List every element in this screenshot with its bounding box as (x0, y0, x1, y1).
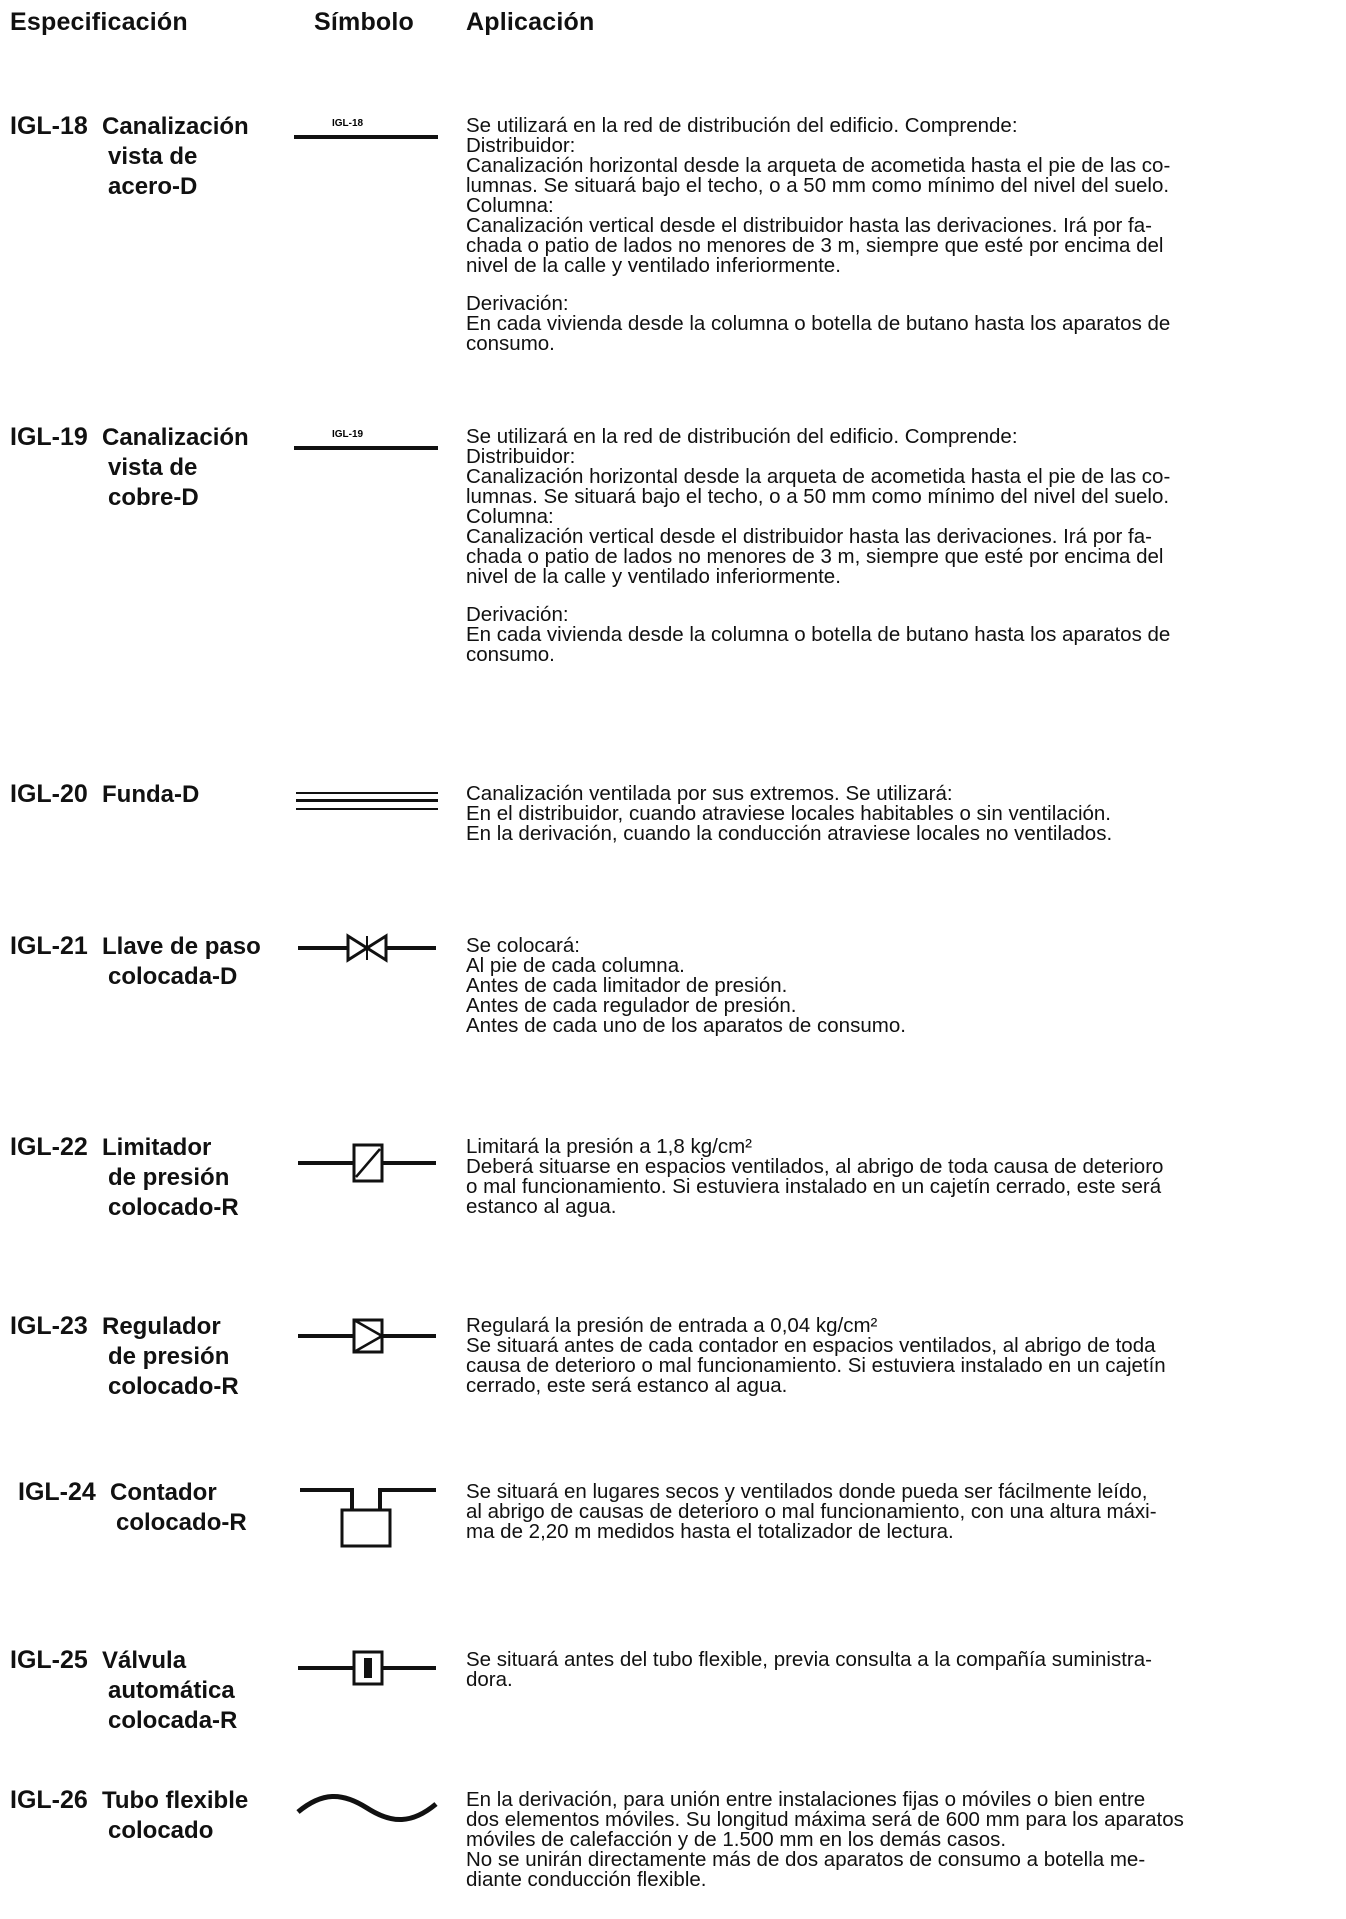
entry-application (466, 116, 1336, 354)
pressure-regulator-icon (292, 1314, 442, 1362)
entry-application (466, 1137, 1336, 1217)
name-line: acero-D (108, 173, 198, 200)
entry-code: IGL-25 (10, 1646, 88, 1674)
entry-application (466, 784, 1336, 844)
entry-application (466, 936, 1336, 1036)
header-simbolo: Símbolo (314, 8, 415, 36)
application-paragraph: Derivación: En cada vivienda desde la columna o botella de butano hasta los aparatos de consumo. (466, 603, 1171, 666)
entry-application (466, 1316, 1336, 1396)
name-line: colocado-R (108, 1373, 239, 1400)
name-line: cobre-D (108, 484, 199, 511)
name-line: Canalización (102, 113, 249, 140)
pipe-line-icon (292, 423, 442, 463)
entry-code: IGL-26 (10, 1786, 88, 1814)
sleeve-lines-icon (292, 786, 442, 826)
entry-application (466, 1482, 1336, 1542)
name-line: Tubo flexible (102, 1787, 249, 1814)
entry-name (102, 932, 261, 992)
entry-code: IGL-24 (18, 1478, 96, 1506)
application-paragraph: Se situará antes del tubo flexible, previa consulta a la compañía suministra- dora. (466, 1648, 1152, 1691)
automatic-valve-icon (292, 1646, 442, 1694)
name-line: vista de (108, 143, 198, 170)
entry-name (102, 1312, 239, 1402)
entry-name (102, 423, 249, 513)
entry-code: IGL-23 (10, 1312, 88, 1340)
name-line: Canalización (102, 424, 249, 451)
pipe-line-icon (292, 112, 442, 152)
entry-name (102, 780, 199, 810)
entry-name (102, 1133, 239, 1223)
entry-code: IGL-18 (10, 112, 88, 140)
symbol-label: IGL-19 (332, 429, 364, 440)
entry-code: IGL-22 (10, 1133, 88, 1161)
name-line: Llave de paso (102, 933, 261, 960)
application-paragraph: Canalización ventilada por sus extremos. Se utilizará: En el distribuidor, cuando atraviese locales habitables o sin ventilación. En la derivación, cuando la conducción atraviese locales no ventilados. (466, 782, 1113, 845)
application-paragraph: Se utilizará en la red de distribución del edificio. Comprende: Distribuidor: Canalización horizontal desde la arqueta de acometida hasta el pie de las co- lumnas. Se situará bajo el techo, o a 50 mm como mínimo del nivel del suelo. Columna: Canalización vertical desde el distribuidor hasta las derivaciones. Irá por fa- chada o patio de lados no menores de 3 m, siempre que esté por encima del nivel de la calle y ventilado inferiormente. (466, 114, 1171, 277)
application-paragraph: Se colocará: Al pie de cada columna. Antes de cada limitador de presión. Antes de cada regulador de presión. Antes de cada uno de los aparatos de consumo. (466, 934, 906, 1037)
name-line: Funda-D (102, 781, 200, 808)
name-line: colocado (108, 1817, 214, 1844)
entry-code: IGL-20 (10, 780, 88, 808)
entry-code: IGL-19 (10, 423, 88, 451)
application-paragraph: Derivación: En cada vivienda desde la columna o botella de butano hasta los aparatos de consumo. (466, 292, 1171, 355)
name-line: colocada-D (108, 963, 238, 990)
application-paragraph: Se situará en lugares secos y ventilados donde pueda ser fácilmente leído, al abrigo de causas de deterioro o mal funcionamiento, con una altura máxi- ma de 2,20 m medidos hasta el totalizador de lectura. (466, 1480, 1157, 1543)
flexible-hose-icon (292, 1788, 442, 1828)
gas-meter-icon (292, 1482, 442, 1552)
symbol-label: IGL-18 (332, 118, 364, 129)
application-paragraph: Regulará la presión de entrada a 0,04 kg/cm² Se situará antes de cada contador en espacios ventilados, al abrigo de toda causa de deterioro o mal funcionamiento. Si estuviera instalado en un cajetín cerrado, este será estanco al agua. (466, 1314, 1166, 1397)
header-especificacion: Especificación (10, 8, 188, 36)
entry-name (102, 112, 249, 202)
name-line: automática (108, 1677, 235, 1704)
name-line: colocada-R (108, 1707, 238, 1734)
entry-name (102, 1786, 248, 1846)
stop-valve-icon (292, 930, 442, 970)
name-line: de presión (108, 1343, 230, 1370)
entry-application (466, 427, 1336, 665)
application-paragraph: En la derivación, para unión entre instalaciones fijas o móviles o bien entre dos elementos móviles. Su longitud máxima será de 600 mm para los aparatos móviles de calefacción y de 1.500 mm en los demás casos. No se unirán directamente más de dos aparatos de consumo a botella me- diante conducción flexible. (466, 1788, 1184, 1891)
header-aplicacion: Aplicación (466, 8, 595, 36)
entry-application (466, 1650, 1336, 1690)
entry-application (466, 1790, 1336, 1890)
name-line: Contador (110, 1479, 217, 1506)
name-line: colocado-R (116, 1509, 247, 1536)
name-line: Limitador (102, 1134, 212, 1161)
application-paragraph: Limitará la presión a 1,8 kg/cm² Deberá situarse en espacios ventilados, al abrigo de toda causa de deterioro o mal funcionamiento. Si estuviera instalado en un cajetín cerrado, este será estanco al agua. (466, 1135, 1164, 1218)
entry-name (110, 1478, 247, 1538)
entry-code: IGL-21 (10, 932, 88, 960)
entry-name (102, 1646, 237, 1736)
name-line: Regulador (102, 1313, 221, 1340)
application-paragraph: Se utilizará en la red de distribución del edificio. Comprende: Distribuidor: Canalización horizontal desde la arqueta de acometida hasta el pie de las co- lumnas. Se situará bajo el techo, o a 50 mm como mínimo del nivel del suelo. Columna: Canalización vertical desde el distribuidor hasta las derivaciones. Irá por fa- chada o patio de lados no menores de 3 m, siempre que esté por encima del nivel de la calle y ventilado inferiormente. (466, 425, 1171, 588)
name-line: vista de (108, 454, 198, 481)
name-line: colocado-R (108, 1194, 239, 1221)
name-line: de presión (108, 1164, 230, 1191)
name-line: Válvula (102, 1647, 187, 1674)
pressure-limiter-icon (292, 1139, 442, 1187)
